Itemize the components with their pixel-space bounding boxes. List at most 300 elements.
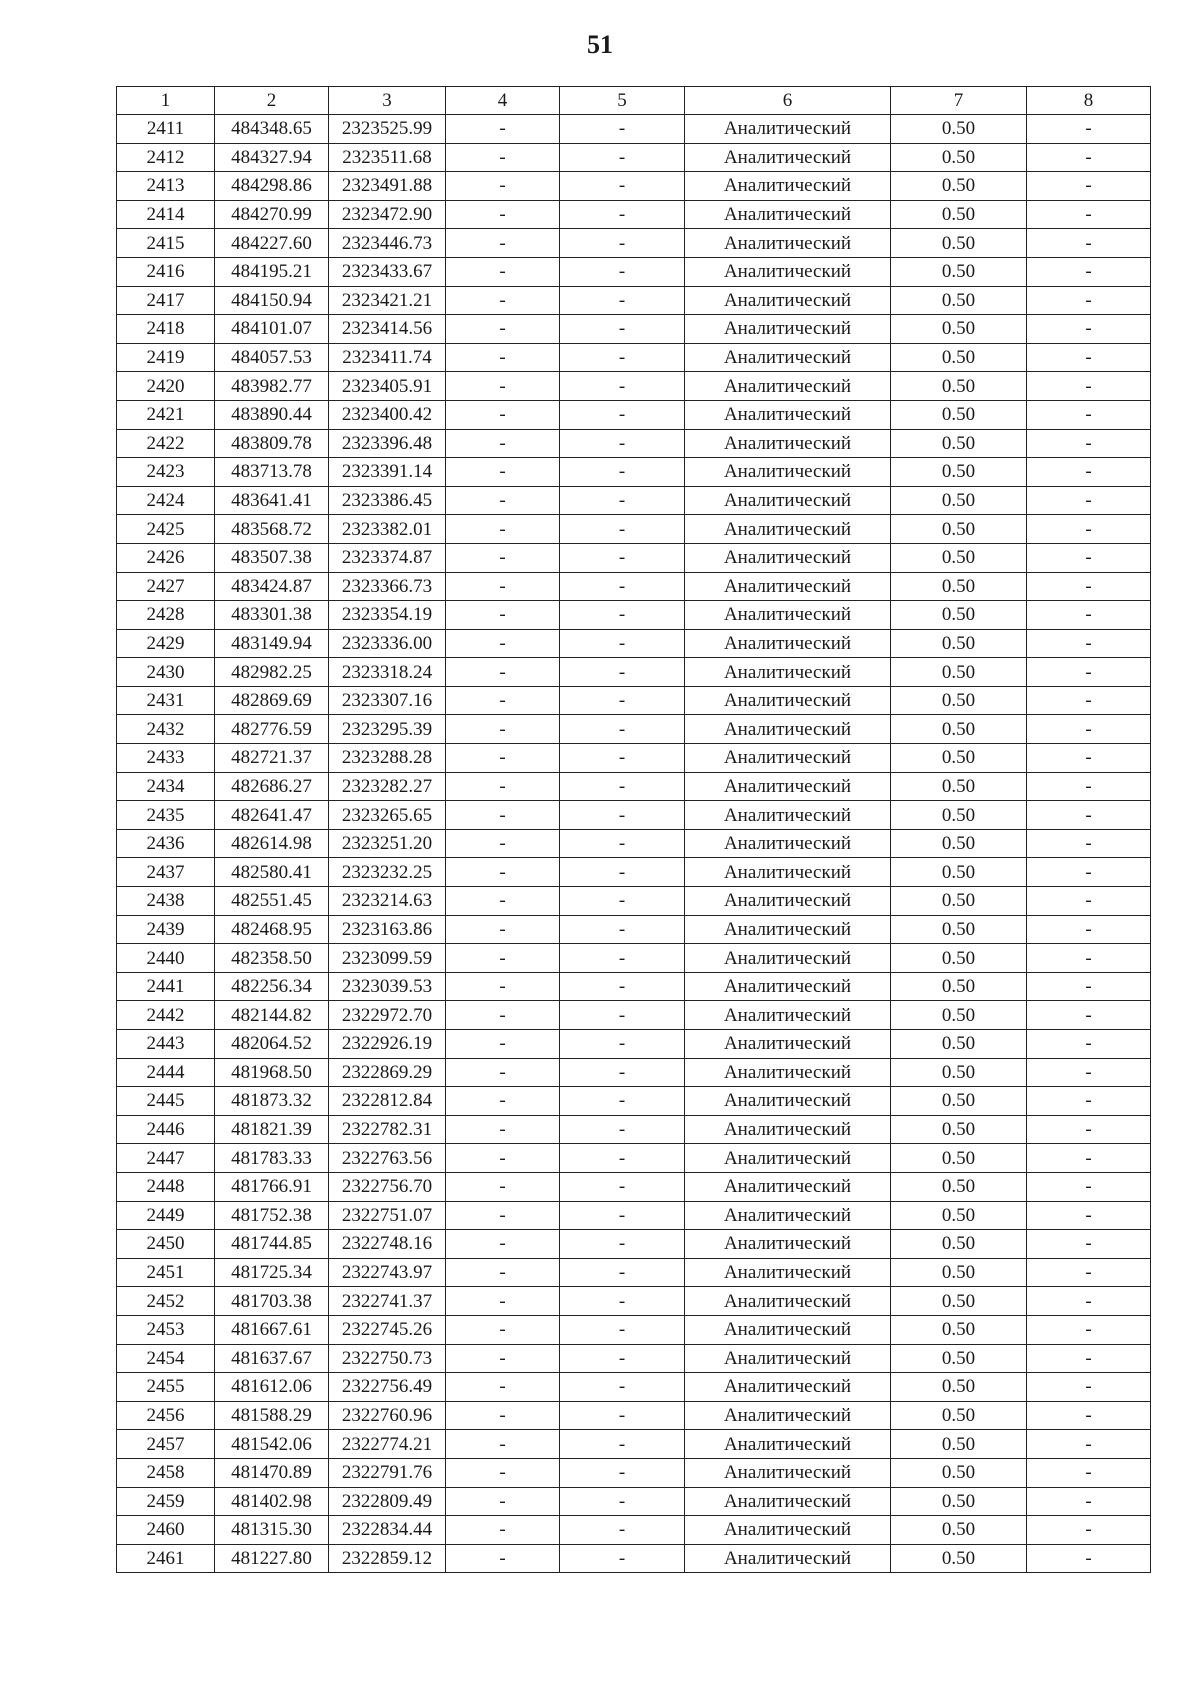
point-number-cell: 2420 bbox=[117, 372, 215, 401]
column-5-cell: - bbox=[560, 915, 685, 944]
accuracy-cell: 0.50 bbox=[891, 1030, 1027, 1059]
table-row bbox=[117, 200, 1151, 229]
column-4-cell: - bbox=[446, 1315, 560, 1344]
column-5-cell: - bbox=[560, 1230, 685, 1259]
column-4-cell: - bbox=[446, 715, 560, 744]
column-5-cell: - bbox=[560, 486, 685, 515]
point-number-cell: 2436 bbox=[117, 829, 215, 858]
y-coordinate-cell: 2323288.28 bbox=[329, 744, 446, 773]
table-row bbox=[117, 1001, 1151, 1030]
table-row bbox=[117, 543, 1151, 572]
method-cell: Аналитический bbox=[685, 257, 891, 286]
column-8-cell: - bbox=[1027, 143, 1151, 172]
column-4-cell: - bbox=[446, 1516, 560, 1545]
table-row bbox=[117, 1030, 1151, 1059]
column-4-cell: - bbox=[446, 115, 560, 144]
y-coordinate-cell: 2323472.90 bbox=[329, 200, 446, 229]
column-4-cell: - bbox=[446, 686, 560, 715]
point-number-cell: 2425 bbox=[117, 515, 215, 544]
point-number-cell: 2448 bbox=[117, 1172, 215, 1201]
accuracy-cell: 0.50 bbox=[891, 315, 1027, 344]
y-coordinate-cell: 2322751.07 bbox=[329, 1201, 446, 1230]
method-cell: Аналитический bbox=[685, 601, 891, 630]
table-row bbox=[117, 1401, 1151, 1430]
column-4-cell: - bbox=[446, 515, 560, 544]
y-coordinate-cell: 2322926.19 bbox=[329, 1030, 446, 1059]
column-5-cell: - bbox=[560, 229, 685, 258]
table-row bbox=[117, 887, 1151, 916]
method-cell: Аналитический bbox=[685, 858, 891, 887]
point-number-cell: 2435 bbox=[117, 801, 215, 830]
column-8-cell: - bbox=[1027, 858, 1151, 887]
point-number-cell: 2423 bbox=[117, 458, 215, 487]
x-coordinate-cell: 482869.69 bbox=[215, 686, 329, 715]
y-coordinate-cell: 2323446.73 bbox=[329, 229, 446, 258]
point-number-cell: 2445 bbox=[117, 1087, 215, 1116]
y-coordinate-cell: 2323307.16 bbox=[329, 686, 446, 715]
point-number-cell: 2450 bbox=[117, 1230, 215, 1259]
column-4-cell: - bbox=[446, 372, 560, 401]
column-8-cell: - bbox=[1027, 658, 1151, 687]
accuracy-cell: 0.50 bbox=[891, 286, 1027, 315]
x-coordinate-cell: 482641.47 bbox=[215, 801, 329, 830]
column-5-cell: - bbox=[560, 143, 685, 172]
column-8-cell: - bbox=[1027, 1001, 1151, 1030]
column-8-cell: - bbox=[1027, 601, 1151, 630]
column-4-cell: - bbox=[446, 1115, 560, 1144]
table-row bbox=[117, 772, 1151, 801]
column-8-cell: - bbox=[1027, 115, 1151, 144]
column-5-cell: - bbox=[560, 115, 685, 144]
y-coordinate-cell: 2323511.68 bbox=[329, 143, 446, 172]
point-number-cell: 2457 bbox=[117, 1430, 215, 1459]
method-cell: Аналитический bbox=[685, 744, 891, 773]
column-header: 6 bbox=[685, 87, 891, 115]
column-4-cell: - bbox=[446, 1344, 560, 1373]
column-8-cell: - bbox=[1027, 887, 1151, 916]
point-number-cell: 2426 bbox=[117, 543, 215, 572]
column-5-cell: - bbox=[560, 572, 685, 601]
table-row bbox=[117, 1544, 1151, 1573]
accuracy-cell: 0.50 bbox=[891, 1001, 1027, 1030]
y-coordinate-cell: 2323265.65 bbox=[329, 801, 446, 830]
column-5-cell: - bbox=[560, 429, 685, 458]
column-8-cell: - bbox=[1027, 801, 1151, 830]
method-cell: Аналитический bbox=[685, 1516, 891, 1545]
x-coordinate-cell: 481744.85 bbox=[215, 1230, 329, 1259]
column-8-cell: - bbox=[1027, 1516, 1151, 1545]
point-number-cell: 2428 bbox=[117, 601, 215, 630]
x-coordinate-cell: 483713.78 bbox=[215, 458, 329, 487]
point-number-cell: 2458 bbox=[117, 1458, 215, 1487]
point-number-cell: 2416 bbox=[117, 257, 215, 286]
column-4-cell: - bbox=[446, 257, 560, 286]
method-cell: Аналитический bbox=[685, 1115, 891, 1144]
column-8-cell: - bbox=[1027, 286, 1151, 315]
column-4-cell: - bbox=[446, 1001, 560, 1030]
point-number-cell: 2431 bbox=[117, 686, 215, 715]
column-5-cell: - bbox=[560, 515, 685, 544]
column-5-cell: - bbox=[560, 944, 685, 973]
column-8-cell: - bbox=[1027, 1544, 1151, 1573]
y-coordinate-cell: 2323099.59 bbox=[329, 944, 446, 973]
column-5-cell: - bbox=[560, 200, 685, 229]
table-body bbox=[117, 115, 1151, 1573]
accuracy-cell: 0.50 bbox=[891, 1344, 1027, 1373]
x-coordinate-cell: 482064.52 bbox=[215, 1030, 329, 1059]
column-4-cell: - bbox=[446, 1401, 560, 1430]
method-cell: Аналитический bbox=[685, 801, 891, 830]
column-4-cell: - bbox=[446, 1458, 560, 1487]
column-8-cell: - bbox=[1027, 772, 1151, 801]
x-coordinate-cell: 482686.27 bbox=[215, 772, 329, 801]
y-coordinate-cell: 2323400.42 bbox=[329, 400, 446, 429]
x-coordinate-cell: 484150.94 bbox=[215, 286, 329, 315]
column-5-cell: - bbox=[560, 744, 685, 773]
column-4-cell: - bbox=[446, 972, 560, 1001]
column-5-cell: - bbox=[560, 1058, 685, 1087]
column-5-cell: - bbox=[560, 1315, 685, 1344]
x-coordinate-cell: 484057.53 bbox=[215, 343, 329, 372]
column-8-cell: - bbox=[1027, 1487, 1151, 1516]
column-4-cell: - bbox=[446, 629, 560, 658]
accuracy-cell: 0.50 bbox=[891, 1115, 1027, 1144]
x-coordinate-cell: 481588.29 bbox=[215, 1401, 329, 1430]
column-8-cell: - bbox=[1027, 200, 1151, 229]
method-cell: Аналитический bbox=[685, 515, 891, 544]
point-number-cell: 2455 bbox=[117, 1373, 215, 1402]
y-coordinate-cell: 2323386.45 bbox=[329, 486, 446, 515]
column-header: 8 bbox=[1027, 87, 1151, 115]
accuracy-cell: 0.50 bbox=[891, 1315, 1027, 1344]
column-4-cell: - bbox=[446, 772, 560, 801]
method-cell: Аналитический bbox=[685, 715, 891, 744]
x-coordinate-cell: 484327.94 bbox=[215, 143, 329, 172]
x-coordinate-cell: 484227.60 bbox=[215, 229, 329, 258]
column-4-cell: - bbox=[446, 601, 560, 630]
method-cell: Аналитический bbox=[685, 486, 891, 515]
table-row bbox=[117, 1344, 1151, 1373]
column-5-cell: - bbox=[560, 972, 685, 1001]
y-coordinate-cell: 2323414.56 bbox=[329, 315, 446, 344]
column-5-cell: - bbox=[560, 858, 685, 887]
table-row bbox=[117, 1087, 1151, 1116]
point-number-cell: 2418 bbox=[117, 315, 215, 344]
column-5-cell: - bbox=[560, 1401, 685, 1430]
accuracy-cell: 0.50 bbox=[891, 543, 1027, 572]
method-cell: Аналитический bbox=[685, 944, 891, 973]
column-8-cell: - bbox=[1027, 572, 1151, 601]
accuracy-cell: 0.50 bbox=[891, 1373, 1027, 1402]
method-cell: Аналитический bbox=[685, 1030, 891, 1059]
column-8-cell: - bbox=[1027, 1401, 1151, 1430]
point-number-cell: 2434 bbox=[117, 772, 215, 801]
table-row bbox=[117, 400, 1151, 429]
point-number-cell: 2432 bbox=[117, 715, 215, 744]
method-cell: Аналитический bbox=[685, 1458, 891, 1487]
column-4-cell: - bbox=[446, 229, 560, 258]
method-cell: Аналитический bbox=[685, 400, 891, 429]
column-8-cell: - bbox=[1027, 1458, 1151, 1487]
accuracy-cell: 0.50 bbox=[891, 1058, 1027, 1087]
x-coordinate-cell: 482256.34 bbox=[215, 972, 329, 1001]
point-number-cell: 2415 bbox=[117, 229, 215, 258]
y-coordinate-cell: 2322760.96 bbox=[329, 1401, 446, 1430]
table-row bbox=[117, 1172, 1151, 1201]
x-coordinate-cell: 484270.99 bbox=[215, 200, 329, 229]
accuracy-cell: 0.50 bbox=[891, 229, 1027, 258]
y-coordinate-cell: 2323374.87 bbox=[329, 543, 446, 572]
table-row bbox=[117, 486, 1151, 515]
column-5-cell: - bbox=[560, 1115, 685, 1144]
y-coordinate-cell: 2322972.70 bbox=[329, 1001, 446, 1030]
method-cell: Аналитический bbox=[685, 1287, 891, 1316]
column-5-cell: - bbox=[560, 1516, 685, 1545]
column-8-cell: - bbox=[1027, 1258, 1151, 1287]
column-4-cell: - bbox=[446, 572, 560, 601]
column-8-cell: - bbox=[1027, 1030, 1151, 1059]
column-5-cell: - bbox=[560, 1373, 685, 1402]
x-coordinate-cell: 483641.41 bbox=[215, 486, 329, 515]
table-row bbox=[117, 1144, 1151, 1173]
point-number-cell: 2412 bbox=[117, 143, 215, 172]
column-8-cell: - bbox=[1027, 486, 1151, 515]
y-coordinate-cell: 2323405.91 bbox=[329, 372, 446, 401]
column-4-cell: - bbox=[446, 1287, 560, 1316]
column-5-cell: - bbox=[560, 829, 685, 858]
column-5-cell: - bbox=[560, 400, 685, 429]
method-cell: Аналитический bbox=[685, 372, 891, 401]
column-8-cell: - bbox=[1027, 315, 1151, 344]
table-row bbox=[117, 1258, 1151, 1287]
accuracy-cell: 0.50 bbox=[891, 115, 1027, 144]
x-coordinate-cell: 482614.98 bbox=[215, 829, 329, 858]
column-5-cell: - bbox=[560, 1430, 685, 1459]
table-row bbox=[117, 1201, 1151, 1230]
column-5-cell: - bbox=[560, 1344, 685, 1373]
y-coordinate-cell: 2322763.56 bbox=[329, 1144, 446, 1173]
column-8-cell: - bbox=[1027, 172, 1151, 201]
column-4-cell: - bbox=[446, 315, 560, 344]
y-coordinate-cell: 2322809.49 bbox=[329, 1487, 446, 1516]
x-coordinate-cell: 483809.78 bbox=[215, 429, 329, 458]
point-number-cell: 2443 bbox=[117, 1030, 215, 1059]
column-5-cell: - bbox=[560, 801, 685, 830]
accuracy-cell: 0.50 bbox=[891, 515, 1027, 544]
column-8-cell: - bbox=[1027, 257, 1151, 286]
point-number-cell: 2438 bbox=[117, 887, 215, 916]
x-coordinate-cell: 481968.50 bbox=[215, 1058, 329, 1087]
table-row bbox=[117, 1516, 1151, 1545]
accuracy-cell: 0.50 bbox=[891, 172, 1027, 201]
method-cell: Аналитический bbox=[685, 1058, 891, 1087]
point-number-cell: 2417 bbox=[117, 286, 215, 315]
accuracy-cell: 0.50 bbox=[891, 1401, 1027, 1430]
point-number-cell: 2411 bbox=[117, 115, 215, 144]
method-cell: Аналитический bbox=[685, 1230, 891, 1259]
x-coordinate-cell: 482468.95 bbox=[215, 915, 329, 944]
column-5-cell: - bbox=[560, 1144, 685, 1173]
column-5-cell: - bbox=[560, 315, 685, 344]
column-4-cell: - bbox=[446, 458, 560, 487]
accuracy-cell: 0.50 bbox=[891, 1144, 1027, 1173]
method-cell: Аналитический bbox=[685, 172, 891, 201]
column-4-cell: - bbox=[446, 829, 560, 858]
x-coordinate-cell: 481315.30 bbox=[215, 1516, 329, 1545]
method-cell: Аналитический bbox=[685, 572, 891, 601]
accuracy-cell: 0.50 bbox=[891, 915, 1027, 944]
column-5-cell: - bbox=[560, 1030, 685, 1059]
accuracy-cell: 0.50 bbox=[891, 1430, 1027, 1459]
method-cell: Аналитический bbox=[685, 658, 891, 687]
method-cell: Аналитический bbox=[685, 429, 891, 458]
y-coordinate-cell: 2322834.44 bbox=[329, 1516, 446, 1545]
method-cell: Аналитический bbox=[685, 229, 891, 258]
x-coordinate-cell: 481752.38 bbox=[215, 1201, 329, 1230]
x-coordinate-cell: 482721.37 bbox=[215, 744, 329, 773]
point-number-cell: 2413 bbox=[117, 172, 215, 201]
accuracy-cell: 0.50 bbox=[891, 972, 1027, 1001]
column-4-cell: - bbox=[446, 543, 560, 572]
x-coordinate-cell: 482144.82 bbox=[215, 1001, 329, 1030]
accuracy-cell: 0.50 bbox=[891, 572, 1027, 601]
point-number-cell: 2441 bbox=[117, 972, 215, 1001]
method-cell: Аналитический bbox=[685, 543, 891, 572]
accuracy-cell: 0.50 bbox=[891, 772, 1027, 801]
column-8-cell: - bbox=[1027, 1287, 1151, 1316]
column-4-cell: - bbox=[446, 1087, 560, 1116]
table-row bbox=[117, 315, 1151, 344]
accuracy-cell: 0.50 bbox=[891, 1487, 1027, 1516]
x-coordinate-cell: 483149.94 bbox=[215, 629, 329, 658]
x-coordinate-cell: 483507.38 bbox=[215, 543, 329, 572]
accuracy-cell: 0.50 bbox=[891, 1087, 1027, 1116]
method-cell: Аналитический bbox=[685, 829, 891, 858]
column-5-cell: - bbox=[560, 543, 685, 572]
table-row bbox=[117, 1287, 1151, 1316]
method-cell: Аналитический bbox=[685, 1430, 891, 1459]
accuracy-cell: 0.50 bbox=[891, 372, 1027, 401]
y-coordinate-cell: 2322812.84 bbox=[329, 1087, 446, 1116]
column-5-cell: - bbox=[560, 715, 685, 744]
column-4-cell: - bbox=[446, 486, 560, 515]
column-8-cell: - bbox=[1027, 543, 1151, 572]
y-coordinate-cell: 2323391.14 bbox=[329, 458, 446, 487]
point-number-cell: 2419 bbox=[117, 343, 215, 372]
point-number-cell: 2414 bbox=[117, 200, 215, 229]
column-header: 7 bbox=[891, 87, 1027, 115]
x-coordinate-cell: 483424.87 bbox=[215, 572, 329, 601]
accuracy-cell: 0.50 bbox=[891, 1544, 1027, 1573]
y-coordinate-cell: 2323232.25 bbox=[329, 858, 446, 887]
point-number-cell: 2444 bbox=[117, 1058, 215, 1087]
point-number-cell: 2440 bbox=[117, 944, 215, 973]
column-8-cell: - bbox=[1027, 744, 1151, 773]
column-8-cell: - bbox=[1027, 229, 1151, 258]
column-8-cell: - bbox=[1027, 1315, 1151, 1344]
x-coordinate-cell: 481783.33 bbox=[215, 1144, 329, 1173]
y-coordinate-cell: 2323354.19 bbox=[329, 601, 446, 630]
column-4-cell: - bbox=[446, 429, 560, 458]
column-5-cell: - bbox=[560, 601, 685, 630]
table-row bbox=[117, 1115, 1151, 1144]
x-coordinate-cell: 481725.34 bbox=[215, 1258, 329, 1287]
table-header-row bbox=[117, 87, 1151, 115]
point-number-cell: 2427 bbox=[117, 572, 215, 601]
column-8-cell: - bbox=[1027, 1201, 1151, 1230]
method-cell: Аналитический bbox=[685, 1001, 891, 1030]
x-coordinate-cell: 484348.65 bbox=[215, 115, 329, 144]
y-coordinate-cell: 2323336.00 bbox=[329, 629, 446, 658]
column-4-cell: - bbox=[446, 343, 560, 372]
method-cell: Аналитический bbox=[685, 772, 891, 801]
x-coordinate-cell: 483890.44 bbox=[215, 400, 329, 429]
table-row bbox=[117, 801, 1151, 830]
point-number-cell: 2453 bbox=[117, 1315, 215, 1344]
point-number-cell: 2451 bbox=[117, 1258, 215, 1287]
method-cell: Аналитический bbox=[685, 1258, 891, 1287]
x-coordinate-cell: 482580.41 bbox=[215, 858, 329, 887]
column-8-cell: - bbox=[1027, 1430, 1151, 1459]
column-8-cell: - bbox=[1027, 1144, 1151, 1173]
column-8-cell: - bbox=[1027, 458, 1151, 487]
y-coordinate-cell: 2323421.21 bbox=[329, 286, 446, 315]
y-coordinate-cell: 2322741.37 bbox=[329, 1287, 446, 1316]
column-5-cell: - bbox=[560, 1487, 685, 1516]
table-row bbox=[117, 172, 1151, 201]
column-8-cell: - bbox=[1027, 1058, 1151, 1087]
column-5-cell: - bbox=[560, 658, 685, 687]
x-coordinate-cell: 481542.06 bbox=[215, 1430, 329, 1459]
y-coordinate-cell: 2322869.29 bbox=[329, 1058, 446, 1087]
column-4-cell: - bbox=[446, 143, 560, 172]
accuracy-cell: 0.50 bbox=[891, 829, 1027, 858]
point-number-cell: 2442 bbox=[117, 1001, 215, 1030]
column-4-cell: - bbox=[446, 658, 560, 687]
y-coordinate-cell: 2322743.97 bbox=[329, 1258, 446, 1287]
column-5-cell: - bbox=[560, 629, 685, 658]
x-coordinate-cell: 482776.59 bbox=[215, 715, 329, 744]
column-8-cell: - bbox=[1027, 1344, 1151, 1373]
accuracy-cell: 0.50 bbox=[891, 858, 1027, 887]
y-coordinate-cell: 2322791.76 bbox=[329, 1458, 446, 1487]
point-number-cell: 2460 bbox=[117, 1516, 215, 1545]
table-row bbox=[117, 257, 1151, 286]
method-cell: Аналитический bbox=[685, 1172, 891, 1201]
table-row bbox=[117, 972, 1151, 1001]
method-cell: Аналитический bbox=[685, 343, 891, 372]
table-row bbox=[117, 1315, 1151, 1344]
column-5-cell: - bbox=[560, 1258, 685, 1287]
method-cell: Аналитический bbox=[685, 115, 891, 144]
table-row bbox=[117, 1058, 1151, 1087]
column-4-cell: - bbox=[446, 1201, 560, 1230]
column-4-cell: - bbox=[446, 744, 560, 773]
column-8-cell: - bbox=[1027, 915, 1151, 944]
y-coordinate-cell: 2323525.99 bbox=[329, 115, 446, 144]
method-cell: Аналитический bbox=[685, 1315, 891, 1344]
x-coordinate-cell: 484195.21 bbox=[215, 257, 329, 286]
column-header: 1 bbox=[117, 87, 215, 115]
method-cell: Аналитический bbox=[685, 1201, 891, 1230]
point-number-cell: 2459 bbox=[117, 1487, 215, 1516]
column-5-cell: - bbox=[560, 372, 685, 401]
table-row bbox=[117, 229, 1151, 258]
column-4-cell: - bbox=[446, 1144, 560, 1173]
table-row bbox=[117, 429, 1151, 458]
column-8-cell: - bbox=[1027, 629, 1151, 658]
y-coordinate-cell: 2323411.74 bbox=[329, 343, 446, 372]
